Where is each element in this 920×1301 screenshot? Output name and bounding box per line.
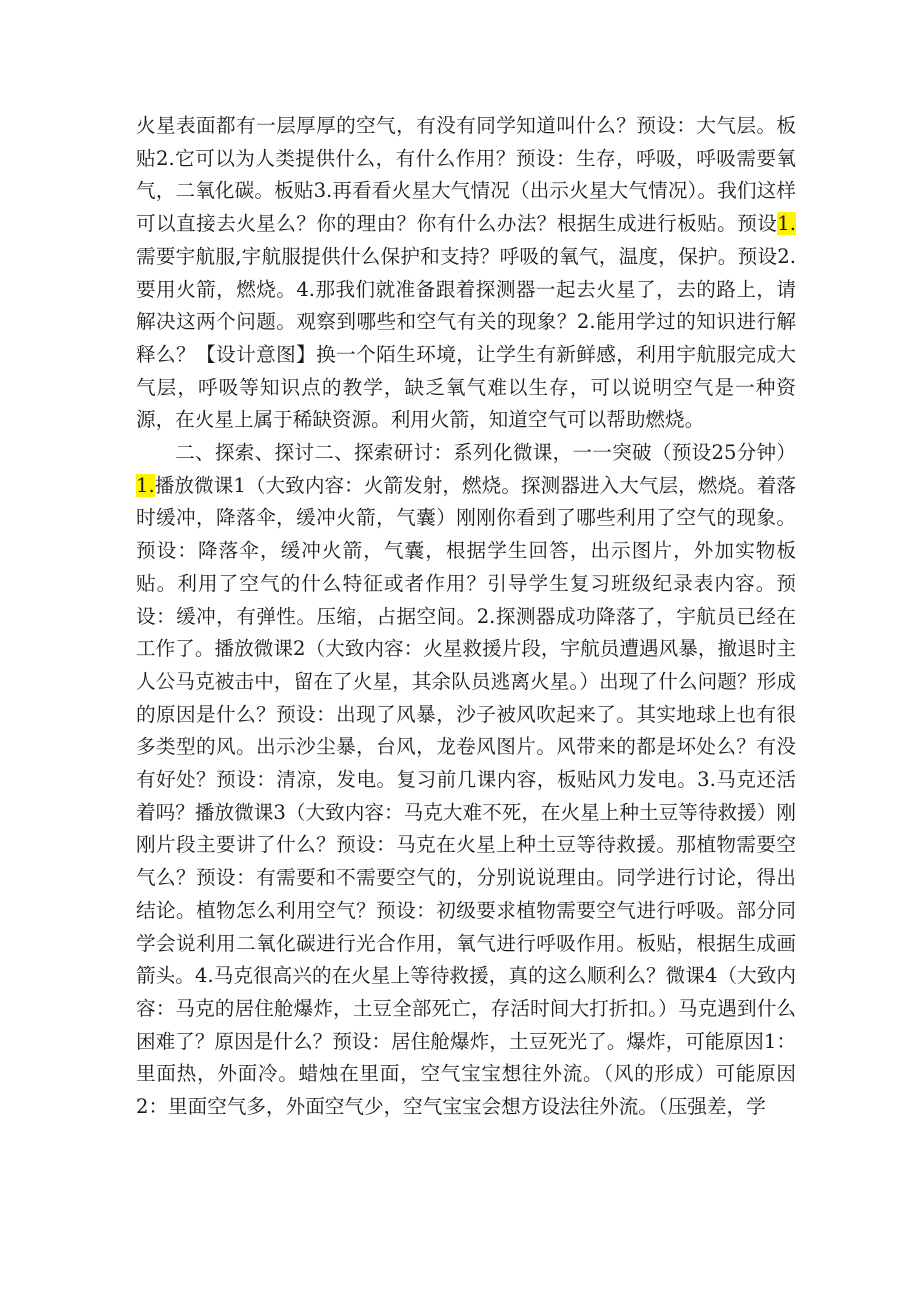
- highlighted-list-marker: 1.: [777, 212, 796, 236]
- paragraph-mars-atmosphere: [136, 110, 796, 437]
- paragraph-explore-discuss: [136, 437, 796, 1124]
- highlighted-list-marker: 1.: [136, 473, 155, 497]
- paragraph-text: 需要宇航服,宇航服提供什么保护和支持？呼吸的氧气，温度，保护。预设2.要用火箭，燃烧。4.那我们就准备跟着探测器一起去火星了，去的路上，请解决这两个问题。观察到哪些和空气有关的现象？2.能用学过的知识进行解释么？【设计意图】换一个陌生环境，让学生有新鲜感，利用宇航服完成大气层，呼吸等知识点的教学，缺乏氧气难以生存，可以说明空气是一种资源，在火星上属于稀缺资源。利用火箭，知道空气可以帮助燃烧。: [136, 244, 796, 432]
- section-heading: 二、探索、探讨二、探索研讨：系列化微课，一一突破（预设25分钟）: [175, 441, 796, 465]
- paragraph-text: 播放微课1（大致内容：火箭发射，燃烧。探测器进入大气层，燃烧。着落时缓冲，降落伞，缓冲火箭，气囊）刚刚你看到了哪些利用了空气的现象。预设：降落伞，缓冲火箭，气囊，根据学生回答，出示图片，外加实物板贴。利用了空气的什么特征或者作用？引导学生复习班级纪录表内容。预设：缓冲，有弹性。压缩，占据空间。2.探测器成功降落了，宇航员已经在工作了。播放微课2（大致内容：火星救援片段，宇航员遭遇风暴，撤退时主人公马克被击中，留在了火星，其余队员逃离火星。）出现了什么问题？形成的原因是什么？预设：出现了风暴，沙子被风吹起来了。其实地球上也有很多类型的风。出示沙尘暴，台风，龙卷风图片。风带来的都是坏处么？有没有好处？预设：清凉，发电。复习前几课内容，板贴风力发电。3.马克还活着吗？播放微课3（大致内容：马克大难不死，在火星上种土豆等待救援）刚刚片段主要讲了什么？预设：马克在火星上种土豆等待救援。那植物需要空气么？预设：有需要和不需要空气的，分别说说理由。同学进行讨论，得出结论。植物怎么利用空气？预设：初级要求植物需要空气进行呼吸。部分同学会说利用二氧化碳进行光合作用，氧气进行呼吸作用。板贴，根据生成画箭头。4.马克很高兴的在火星上等待救援，真的这么顺利么？微课4（大致内容：马克的居住舱爆炸，土豆全部死亡，存活时间大打折扣。）马克遇到什么困难了？原因是什么？预设：居住舱爆炸，土豆死光了。爆炸，可能原因1：里面热，外面冷。蜡烛在里面，空气宝宝想往外流。（风的形成）可能原因2：里面空气多，外面空气少，空气宝宝会想方设法往外流。（压强差，学: [136, 473, 796, 1119]
- document-body: [136, 110, 796, 1124]
- paragraph-text: 火星表面都有一层厚厚的空气，有没有同学知道叫什么？预设：大气层。板贴2.它可以为人类提供什么，有什么作用？预设：生存，呼吸，呼吸需要氧气，二氧化碳。板贴3.再看看火星大气情况（出示火星大气情况）。我们这样可以直接去火星么？你的理由？你有什么办法？根据生成进行板贴。预设: [136, 114, 796, 236]
